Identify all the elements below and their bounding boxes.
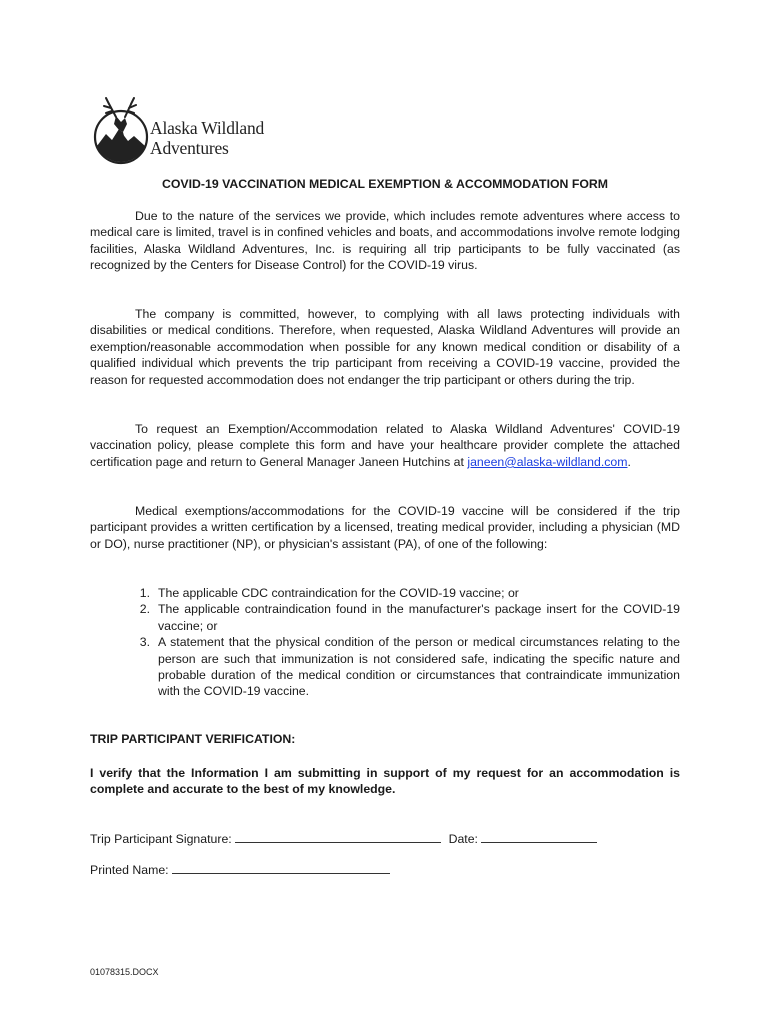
criteria-list xyxy=(90,585,680,700)
list-item-text: The applicable contraindication found in the manufacturer's package insert for the COVID-19 vaccine; or xyxy=(158,602,680,633)
paragraph-3-end: . xyxy=(627,454,631,469)
printed-name-label: Printed Name: xyxy=(90,863,169,877)
verification-statement: I verify that the Information I am submitting in support of my request for an accommodation is complete and accurate to the best of my knowledge. xyxy=(90,766,680,797)
paragraph-2-text: The company is committed, however, to complying with all laws protecting individuals with disabilities or medical conditions. Therefore, when requested, Alaska Wildland Adventures will provide an exemption/reasonable accommodation when possible for any known medical condition or disability of a qualified individual which prevents the trip participant from receiving a COVID-19 vaccine, provided the reason for requested accommodation does not endanger the trip participant or others during the trip. xyxy=(90,307,680,387)
signature-row xyxy=(90,830,597,847)
paragraph-4 xyxy=(90,503,680,552)
logo-line-1: Alaska Wildland xyxy=(150,118,265,138)
paragraph-3-text xyxy=(90,421,680,470)
list-item xyxy=(90,585,680,601)
verification-heading: TRIP PARTICIPANT VERIFICATION: xyxy=(90,732,296,746)
paragraph-3-body: To request an Exemption/Accommodation related to Alaska Wildland Adventures' COVID-19 vaccination policy, please complete this form and have your healthcare provider complete the attached certification page and return to General Manager Janeen Hutchins at xyxy=(90,422,680,469)
paragraph-4-text: Medical exemptions/accommodations for the COVID-19 vaccine will be considered if the trip participant provides a written certification by a licensed, treating medical provider, including a physician (MD or DO), nurse practitioner (NP), or physician's assistant (PA), of one of the following: xyxy=(90,504,680,551)
list-item-number: 2. xyxy=(139,602,150,617)
list-item-text: The applicable CDC contraindication for the COVID-19 vaccine; or xyxy=(158,586,519,600)
logo-wordmark xyxy=(150,118,264,158)
list-item xyxy=(90,601,680,634)
email-link[interactable]: janeen@alaska-wildland.com xyxy=(467,454,628,469)
list-item xyxy=(90,634,680,700)
caribou-logo-icon xyxy=(92,96,150,170)
date-field[interactable] xyxy=(481,830,597,843)
document-footer-id: 01078315.DOCX xyxy=(90,967,159,977)
list-item-text: A statement that the physical condition of the person or medical circumstances relating to the person are such that immunization is not considered safe, indicating the specific nature and probable duration of the medical condition or circumstances that contraindicate immunization with the COVID-19 vaccine. xyxy=(158,635,680,699)
list-item-number: 3. xyxy=(139,635,150,650)
paragraph-2 xyxy=(90,306,680,388)
company-logo xyxy=(92,96,282,170)
paragraph-3 xyxy=(90,421,680,470)
paragraph-1-text: Due to the nature of the services we provide, which includes remote adventures where access to medical care is limited, travel is in confined vehicles and boats, and accommodations involve remote lodging facilities, Alaska Wildland Adventures, Inc. is requiring all trip participants to be fully vaccinated (as recognized by the Centers for Disease Control) for the COVID-19 virus. xyxy=(90,209,680,273)
form-title: COVID-19 VACCINATION MEDICAL EXEMPTION & ACCOMMODATION FORM xyxy=(161,177,609,191)
printed-name-row xyxy=(90,861,390,878)
logo-line-2: Adventures xyxy=(150,138,229,158)
paragraph-1 xyxy=(90,208,680,274)
printed-name-field[interactable] xyxy=(172,861,390,874)
list-item-number: 1. xyxy=(139,586,150,600)
signature-field[interactable] xyxy=(235,830,441,843)
date-label: Date: xyxy=(448,832,478,846)
signature-label: Trip Participant Signature: xyxy=(90,832,232,846)
